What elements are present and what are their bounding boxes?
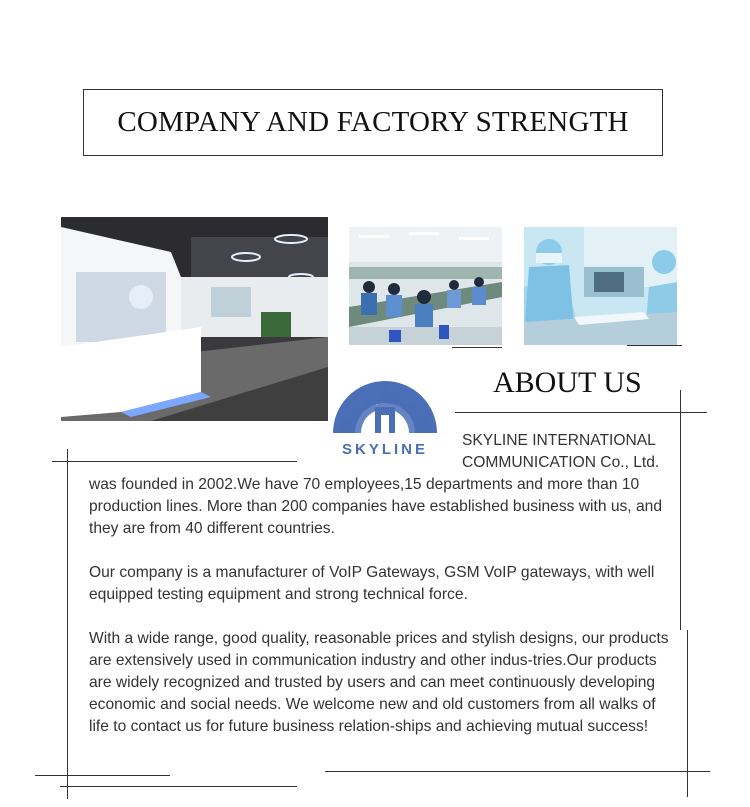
cleanroom-workers-photo: [524, 227, 677, 345]
company-name-line1: SKYLINE INTERNATIONAL: [462, 432, 656, 449]
divider-line: [60, 786, 297, 787]
photo-corner-line: [452, 347, 502, 348]
divider-line: [52, 461, 297, 462]
skyline-logo-text: SKYLINE: [341, 441, 428, 458]
page-title: COMPANY AND FACTORY STRENGTH: [117, 106, 629, 138]
photo-corner-line: [627, 345, 682, 346]
divider-line: [455, 412, 707, 413]
about-paragraph-2: Our company is a manufacturer of VoIP Gateways, GSM VoIP gateways, with well equipped testing equipment and strong technical force.: [89, 564, 655, 603]
about-paragraph-1: was founded in 2002.We have 70 employees,15 departments and more than 10 production lines. More than 200 companies have established business with us, and they are from 40 different countries.: [89, 476, 662, 537]
divider-line: [67, 449, 68, 799]
divider-line: [325, 771, 710, 772]
divider-line: [35, 775, 170, 776]
about-paragraph-3: With a wide range, good quality, reasonable prices and stylish designs, our products are extensively used in communication industry and other indus-tries.Our products are widely recognized and trusted by users and can meet continuously developing economic and social needs. We welcome new and old customers from all walks of life to contact us for future business relation-ships and achieving mutual success!: [89, 630, 669, 735]
skyline-logo-graphic: [331, 371, 439, 441]
office-reception-photo: [61, 217, 328, 421]
photo-corner-line: [61, 217, 111, 218]
divider-line: [680, 390, 681, 630]
production-line-photo: [349, 227, 502, 345]
about-us-heading: ABOUT US: [493, 366, 642, 399]
company-name-line2: COMMUNICATION Co., Ltd.: [462, 454, 660, 471]
page-title-box: [83, 89, 663, 156]
